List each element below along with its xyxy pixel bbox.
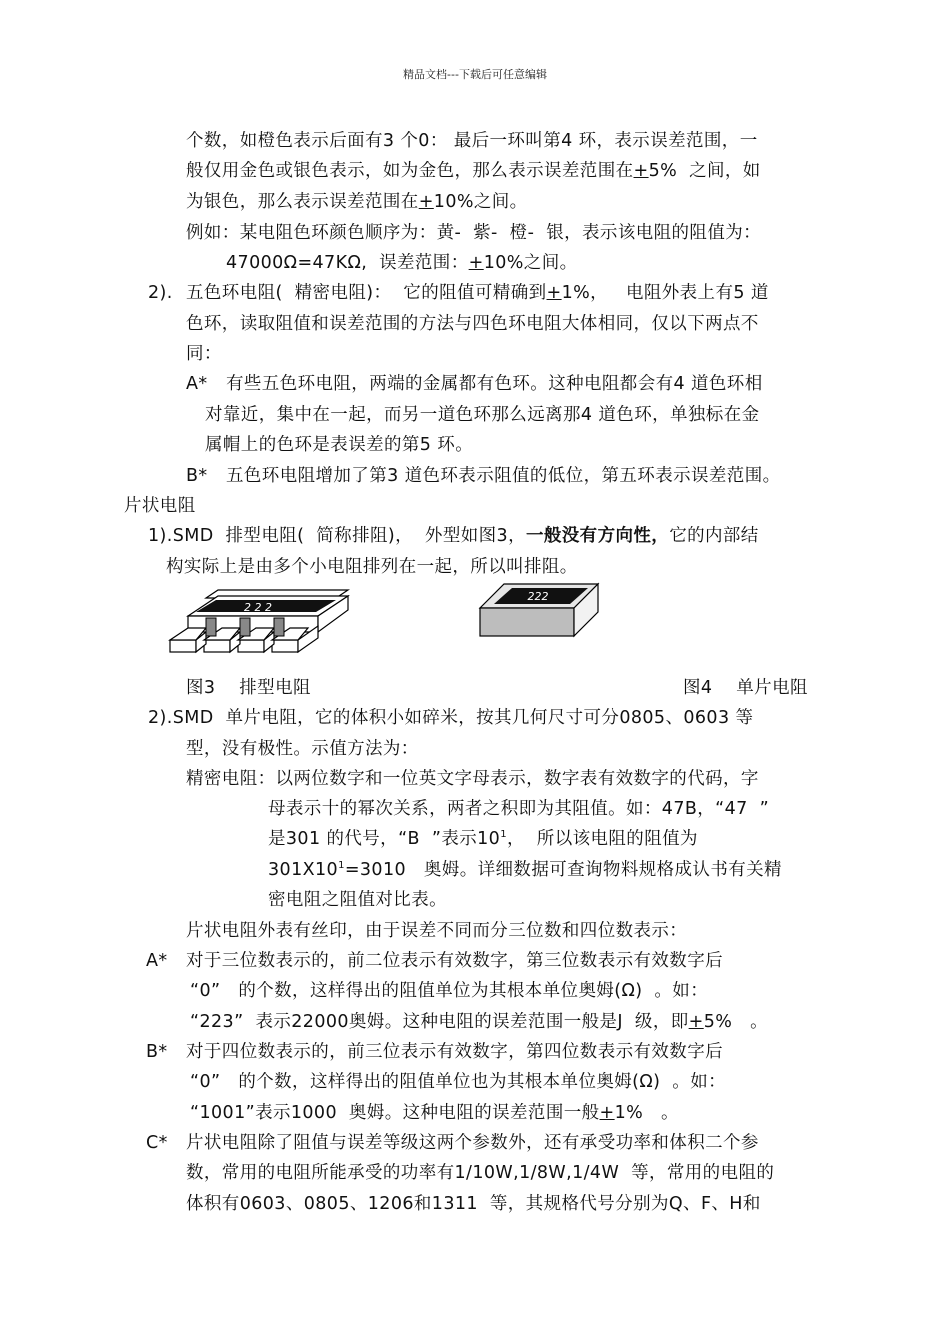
- array-marking: 2 2 2: [244, 601, 272, 614]
- page-header: 精品文档---下载后可任意编辑: [403, 68, 547, 81]
- text-line: 密电阻之阻值对比表。: [268, 890, 447, 910]
- text-line: 型，没有极性。示值方法为：: [186, 739, 419, 759]
- text-line: 构实际上是由多个小电阻排列在一起，所以叫排阻。: [166, 557, 578, 577]
- text-line: $301X10^1=3010$ 奥姆。详细数据可查询物料规格成认书有关精: [268, 860, 782, 880]
- resistor-array-figure: [166, 588, 356, 660]
- list-marker: A*: [146, 951, 168, 971]
- section-heading: 片状电阻: [124, 496, 196, 516]
- text-line: 片状电阻外表有丝印，由于误差不同而分三位数和四位数表示：: [186, 921, 688, 941]
- text-line: 属帽上的色环是表误差的第5 环。: [205, 435, 474, 455]
- text-line: 对于四位数表示的，前三位表示有效数字，第四位数表示有效数字后: [186, 1042, 723, 1062]
- list-marker: B*: [146, 1042, 168, 1062]
- text-line: 五色环电阻( 精密电阻)： 它的阻值可精确到+1%， 电阻外表上有5 道: [186, 283, 769, 303]
- chip-resistor-figure: [478, 578, 602, 640]
- text-line: “0” 的个数，这样得出的阻值单位也为其根本单位奥姆(Ω) 。如：: [190, 1072, 727, 1092]
- text-line: 五色环电阻增加了第3 道色环表示阻值的低位，第五环表示误差范围。: [226, 466, 781, 486]
- text-line: 数，常用的电阻所能承受的功率有1/10W,1/8W,1/4W 等，常用的电阻的: [186, 1163, 775, 1183]
- text-line: “1001”表示1000 奥姆。这种电阻的误差范围一般+1% 。: [190, 1103, 679, 1123]
- text-line: 同：: [186, 344, 222, 364]
- list-marker: A*: [186, 374, 208, 394]
- text-line: 对靠近，集中在一起，而另一道色环那么远离那4 道色环，单独标在金: [205, 405, 760, 425]
- text-line: “223” 表示22000奥姆。这种电阻的误差范围一般是J 级，即+5% 。: [190, 1012, 769, 1032]
- text-line: 例如：某电阻色环颜色顺序为：黄- 紫- 橙- 银，表示该电阻的阻值为：: [186, 223, 762, 243]
- chip-marking: 222: [527, 590, 549, 603]
- text-line: 2).SMD 单片电阻，它的体积小如碎米，按其几何尺寸可分0805、0603 等: [148, 708, 754, 728]
- text-line: 精密电阻：以两位数字和一位英文字母表示，数字表有效数字的代码，字: [186, 769, 759, 789]
- list-marker: B*: [186, 466, 208, 486]
- text-line: 体积有0603、0805、1206和1311 等，其规格代号分别为Q、F、H和: [186, 1194, 761, 1214]
- text-line: “0” 的个数，这样得出的阻值单位为其根本单位奥姆(Ω) 。如：: [190, 981, 709, 1001]
- text-line: 般仅用金色或银色表示，如为金色，那么表示误差范围在+5% 之间，如: [186, 161, 761, 181]
- figure-caption: 图3 排型电阻: [186, 678, 311, 698]
- text-line: 色环，读取阻值和误差范围的方法与四色环电阻大体相同，仅以下两点不: [186, 314, 759, 334]
- text-line: 片状电阻除了阻值与误差等级这两个参数外，还有承受功率和体积二个参: [186, 1133, 759, 1153]
- text-line: 对于三位数表示的，前二位表示有效数字，第三位数表示有效数字后: [186, 951, 723, 971]
- text-line: 1).SMD 排型电阻( 简称排阻)， 外型如图3，一般没有方向性，它的内部结: [148, 526, 759, 546]
- list-number: 2).: [148, 283, 173, 303]
- text-line: 47000Ω=47KΩ, 误差范围：+10%之间。: [226, 253, 578, 273]
- text-line: 是301 的代号，“B ”表示$10^1$， 所以该电阻的阻值为: [268, 829, 698, 849]
- text-line: 有些五色环电阻，两端的金属都有色环。这种电阻都会有4 道色环相: [226, 374, 763, 394]
- text-line: 为银色，那么表示误差范围在+10%之间。: [186, 192, 528, 212]
- text-line: 母表示十的幂次关系，两者之积即为其阻值。如：47B，“47 ”: [268, 799, 770, 819]
- figure-caption: 图4 单片电阻: [683, 678, 808, 698]
- list-marker: C*: [146, 1133, 168, 1153]
- text-line: 个数，如橙色表示后面有3 个0： 最后一环叫第4 环，表示误差范围，一: [186, 131, 758, 151]
